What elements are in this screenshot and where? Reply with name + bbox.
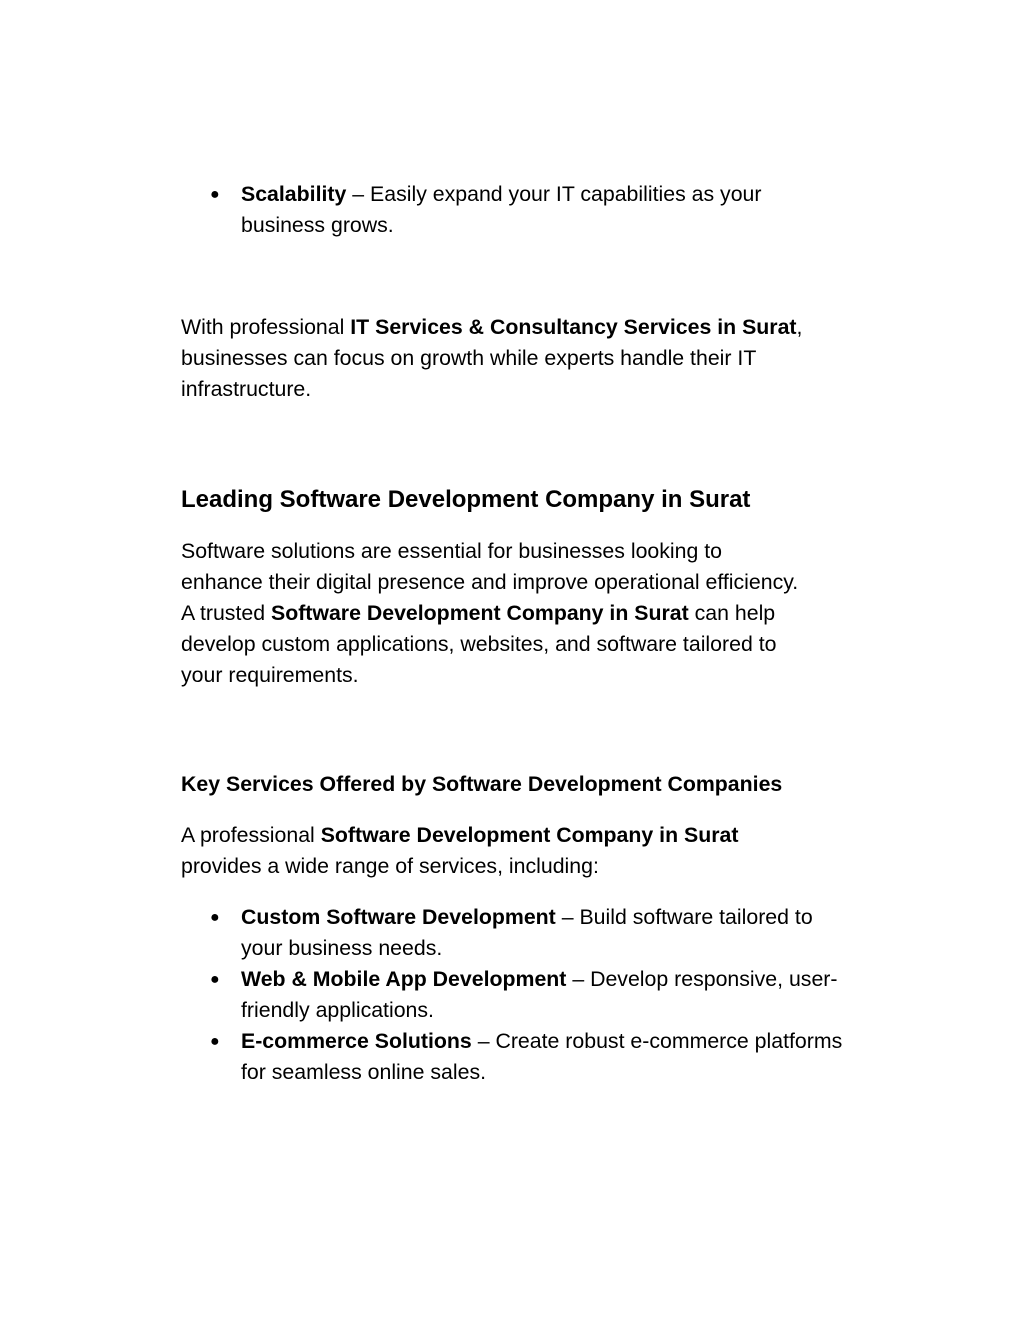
list-item-term: Scalability [241,182,347,206]
bullet-icon: ● [210,1033,220,1050]
bullet-icon: ● [210,186,220,203]
paragraph-bold-text: IT Services & Consultancy Services in Surat [350,315,797,339]
paragraph-text: Software solutions are essential for businesses looking to enhance their digital presence and improve operational efficiency. A trusted [181,539,799,625]
paragraph-text: A professional [181,823,321,847]
list-item-term: Custom Software Development [241,905,556,929]
list-item-text: – Easily expand your IT capabilities as your business grows. [241,182,762,237]
list-item-text: – Build software tailored to your business needs. [241,905,813,960]
section-heading-key-services: Key Services Offered by Software Development Companies [181,772,783,796]
paragraph-text: provides a wide range of services, including: [181,854,599,878]
services-list [210,902,850,1088]
list-item-text: – Develop responsive, user-friendly applications. [241,967,838,1022]
services-intro-paragraph [181,820,821,882]
it-services-paragraph [181,312,821,405]
bullet-icon: ● [210,971,220,988]
list-item [210,179,850,241]
bullet-icon: ● [210,909,220,926]
paragraph-bold-text: Software Development Company in Surat [320,823,739,847]
paragraph-bold-text: Software Development Company in Surat [270,601,689,625]
software-paragraph [181,536,806,691]
benefits-list [210,179,850,241]
paragraph-text: , businesses can focus on growth while experts handle their IT infrastructure. [181,315,803,401]
section-heading-software: Leading Software Development Company in Surat [181,486,751,513]
list-item-term: E-commerce Solutions [241,1029,472,1053]
list-item-text: – Create robust e-commerce platforms for seamless online sales. [241,1029,843,1084]
list-item [210,1026,850,1088]
list-item [210,902,850,964]
paragraph-text: With professional [181,315,351,339]
list-item [210,964,850,1026]
paragraph-text: can help develop custom applications, websites, and software tailored to your requirements. [181,601,777,687]
list-item-term: Web & Mobile App Development [241,967,567,991]
